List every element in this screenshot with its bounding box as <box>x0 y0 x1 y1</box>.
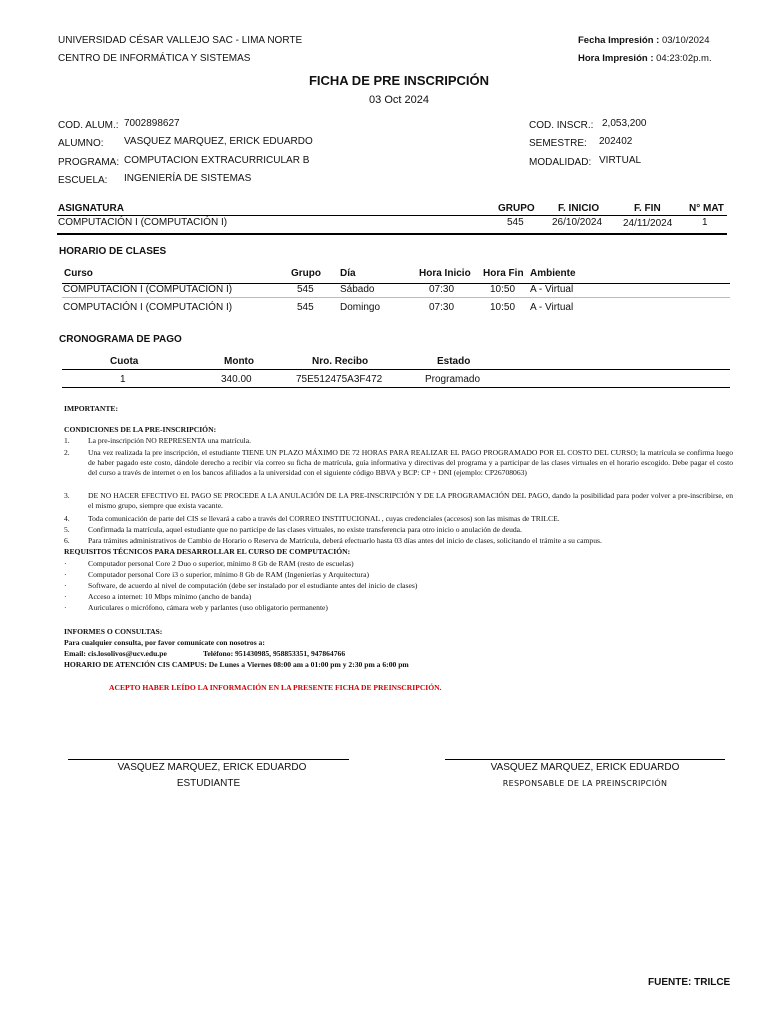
schedule-col-end: Hora Fin <box>483 268 524 279</box>
contact-heading: INFORMES O CONSULTAS: <box>64 627 163 636</box>
contact-email <box>64 649 167 659</box>
condition-number: 3. <box>64 491 70 500</box>
condition-number: 4. <box>64 514 70 523</box>
email-value: cis.losolivos@ucv.edu.pe <box>87 649 167 658</box>
condition-number: 6. <box>64 536 70 545</box>
phone-value: 951430985, 958853351, 947864766 <box>235 649 346 658</box>
condition-text: Una vez realizada la pre inscripción, el estudiante TIENE UN PLAZO MÁXIMO DE 72 HORAS PARA REALIZAR EL PAGO PROGRAMADO POR EL COSTO DEL CURSO; la matrícula se confirma luego de haber pagado este costo, dándole derecho a recibir vía correo su ficha de matrícula, guía informativa y directivas del programa y a participar de las clases virtuales en el horario escogido. Debe pagar el costo del curso a través de internet o en los bancos afiliados a la universidad con el siguiente código BBVA y BCP: CP + DNI (ejemplo: CP26708063) <box>88 448 733 477</box>
print-time-label: Hora Impresión <box>578 53 648 64</box>
responsible-signature-line <box>445 759 725 760</box>
subject-header-divider <box>57 215 727 216</box>
schedule-day: Domingo <box>340 302 381 313</box>
schedule-col-room: Ambiente <box>530 268 576 279</box>
schedule-title: HORARIO DE CLASES <box>59 246 167 257</box>
program-label: PROGRAMA: <box>58 157 120 168</box>
bullet: · <box>64 603 67 612</box>
office-hours: HORARIO DE ATENCIÓN CIS CAMPUS: De Lunes a Viernes 08:00 am a 01:00 pm y 2:30 pm a 6:00 pm <box>64 660 409 669</box>
modality-value: VIRTUAL <box>599 155 642 166</box>
requirement-item: Computador personal Core i3 o superior, mínimo 8 Gb de RAM (Ingenierías y Arquitectura) <box>88 570 370 579</box>
requirement-item: Auriculares o micrófono, cámara web y parlantes (uso obligatorio permanente) <box>88 603 328 612</box>
modality-label: MODALIDAD: <box>529 157 592 168</box>
col-header-mat: N° MAT <box>689 203 724 214</box>
condition-text: Para trámites administrativos de Cambio de Horario o Reserva de Matrícula, deberá efectuarlo hasta 03 días antes del inicio de clases, solicitando el trámite a su campus. <box>88 536 602 545</box>
col-header-subject: ASIGNATURA <box>58 203 124 214</box>
subject-name: COMPUTACIÓN I (COMPUTACIÓN I) <box>58 217 228 228</box>
schedule-room: A - Virtual <box>530 302 574 313</box>
schedule-col-day: Día <box>340 268 356 279</box>
semester-value: 202402 <box>599 136 633 147</box>
condition-number: 1. <box>64 436 70 445</box>
responsible-signature-name: VASQUEZ MARQUEZ, ERICK EDUARDO <box>490 762 680 773</box>
student-signature-line <box>68 759 349 760</box>
requirement-item: Acceso a internet: 10 Mbps mínimo (ancho de banda) <box>88 592 252 601</box>
program-value: COMPUTACION EXTRACURRICULAR B <box>124 155 310 166</box>
payment-amount: 340.00 <box>221 374 252 385</box>
print-date: Fecha Impresión : 03/10/2024 <box>578 35 710 46</box>
contact-phone <box>203 649 345 659</box>
payments-header-divider <box>62 369 730 370</box>
bullet: · <box>64 559 67 568</box>
col-header-group: GRUPO <box>498 203 535 214</box>
condition-text: Confirmada la matrícula, aquel estudiante que no participe de las clases virtuales, no existe transferencia para otro inicio o anulación de deuda. <box>88 525 522 534</box>
payments-bottom-rule <box>62 387 730 388</box>
student-code-label: COD. ALUM.: <box>58 120 119 131</box>
subject-mat: 1 <box>702 217 708 228</box>
schedule-group: 545 <box>297 284 314 295</box>
student-signature-name: VASQUEZ MARQUEZ, ERICK EDUARDO <box>117 762 307 773</box>
subject-table-bottom-rule <box>57 233 727 235</box>
schedule-day: Sábado <box>340 284 375 295</box>
contact-intro: Para cualquier consulta, por favor comunícate con nosotros a: <box>64 638 265 647</box>
acceptance-statement: ACEPTO HABER LEÍDO LA INFORMACIÓN EN LA PRESENTE FICHA DE PREINSCRIPCIÓN. <box>109 683 442 692</box>
source-footer: FUENTE: TRILCE <box>648 977 731 988</box>
student-signature-role: ESTUDIANTE <box>176 778 241 789</box>
condition-number: 5. <box>64 525 70 534</box>
schedule-room: A - Virtual <box>530 284 574 295</box>
col-header-start: F. INICIO <box>558 203 600 214</box>
schedule-course: COMPUTACIÓN I (COMPUTACIÓN I) <box>63 284 233 295</box>
schedule-col-start: Hora Inicio <box>419 268 471 279</box>
student-name-label: ALUMNO: <box>58 138 104 149</box>
schedule-col-group: Grupo <box>291 268 321 279</box>
department-name: CENTRO DE INFORMÁTICA Y SISTEMAS <box>58 53 251 64</box>
inscription-code: 2,053,200 <box>602 118 647 129</box>
schedule-course: COMPUTACIÓN I (COMPUTACIÓN I) <box>63 302 233 313</box>
payments-col-installment: Cuota <box>110 356 139 367</box>
student-code: 7002898627 <box>124 118 180 129</box>
condition-text: DE NO HACER EFECTIVO EL PAGO SE PROCEDE A LA ANULACIÓN DE LA PRE-INSCRIPCIÓN Y DE LA PROGRAMACIÓN DEL PAGO, dando la posibilidad para poder volver a pre-inscribirse, en el mismo grupo, siempre que exista vacante. <box>88 491 733 510</box>
schedule-end: 10:50 <box>490 302 516 313</box>
payments-col-status: Estado <box>437 356 471 367</box>
requirement-item: Computador personal Core 2 Duo o superior, mínimo 8 Gb de RAM (resto de escuelas) <box>88 559 354 568</box>
page-date: 03 Oct 2024 <box>369 94 429 106</box>
requirements-heading: REQUISITOS TÉCNICOS PARA DESARROLLAR EL CURSO DE COMPUTACIÓN: <box>64 547 351 556</box>
student-name: VASQUEZ MARQUEZ, ERICK EDUARDO <box>124 136 313 147</box>
bullet: · <box>64 592 67 601</box>
subject-start: 26/10/2024 <box>552 217 603 228</box>
requirement-item: Software, de acuerdo al nivel de computación (debe ser instalado por el estudiante antes del inicio de clases) <box>88 581 418 590</box>
payment-status: Programado <box>425 374 481 385</box>
payment-receipt: 75E512475A3F472 <box>296 374 383 385</box>
schedule-row-divider <box>62 297 730 298</box>
print-time-value: 04:23:02p.m. <box>656 53 712 64</box>
payment-installment: 1 <box>120 374 126 385</box>
condition-number: 2. <box>64 448 70 457</box>
print-time: Hora Impresión : 04:23:02p.m. <box>578 53 712 64</box>
schedule-start: 07:30 <box>429 302 455 313</box>
semester-label: SEMESTRE: <box>529 138 587 149</box>
page-title: FICHA DE PRE INSCRIPCIÓN <box>308 73 490 88</box>
bullet: · <box>64 581 67 590</box>
condition-text: Toda comunicación de parte del CIS se llevará a cabo a través del CORREO INSTITUCIONAL , cuyas credenciales (accesos) son las mismas de TRILCE. <box>88 514 560 523</box>
schedule-end: 10:50 <box>490 284 516 295</box>
email-label: Email: <box>64 649 86 658</box>
print-date-value: 03/10/2024 <box>661 35 710 46</box>
conditions-heading: CONDICIONES DE LA PRE-INSCRIPCIÓN: <box>64 425 217 434</box>
print-date-label: Fecha Impresión <box>578 35 654 46</box>
school-value: INGENIERÍA DE SISTEMAS <box>124 173 252 184</box>
inscription-code-label: COD. INSCR.: <box>529 120 594 131</box>
responsible-signature-role: RESPONSABLE DE LA PREINSCRIPCIÓN <box>502 779 668 788</box>
payments-title: CRONOGRAMA DE PAGO <box>59 334 182 345</box>
schedule-start: 07:30 <box>429 284 455 295</box>
payments-col-amount: Monto <box>224 356 254 367</box>
subject-end: 24/11/2024 <box>623 218 673 229</box>
phone-label: Teléfono: <box>203 649 234 658</box>
schedule-col-course: Curso <box>64 268 93 279</box>
col-header-end: F. FIN <box>634 203 661 214</box>
school-label: ESCUELA: <box>58 175 108 186</box>
subject-group: 545 <box>507 217 524 228</box>
payments-col-receipt: Nro. Recibo <box>312 356 369 367</box>
institution-name: UNIVERSIDAD CÉSAR VALLEJO SAC - LIMA NORTE <box>58 35 303 46</box>
condition-text: La pre-inscripción NO REPRESENTA una matrícula. <box>88 436 252 445</box>
bullet: · <box>64 570 67 579</box>
schedule-group: 545 <box>297 302 314 313</box>
important-heading: IMPORTANTE: <box>64 404 119 413</box>
